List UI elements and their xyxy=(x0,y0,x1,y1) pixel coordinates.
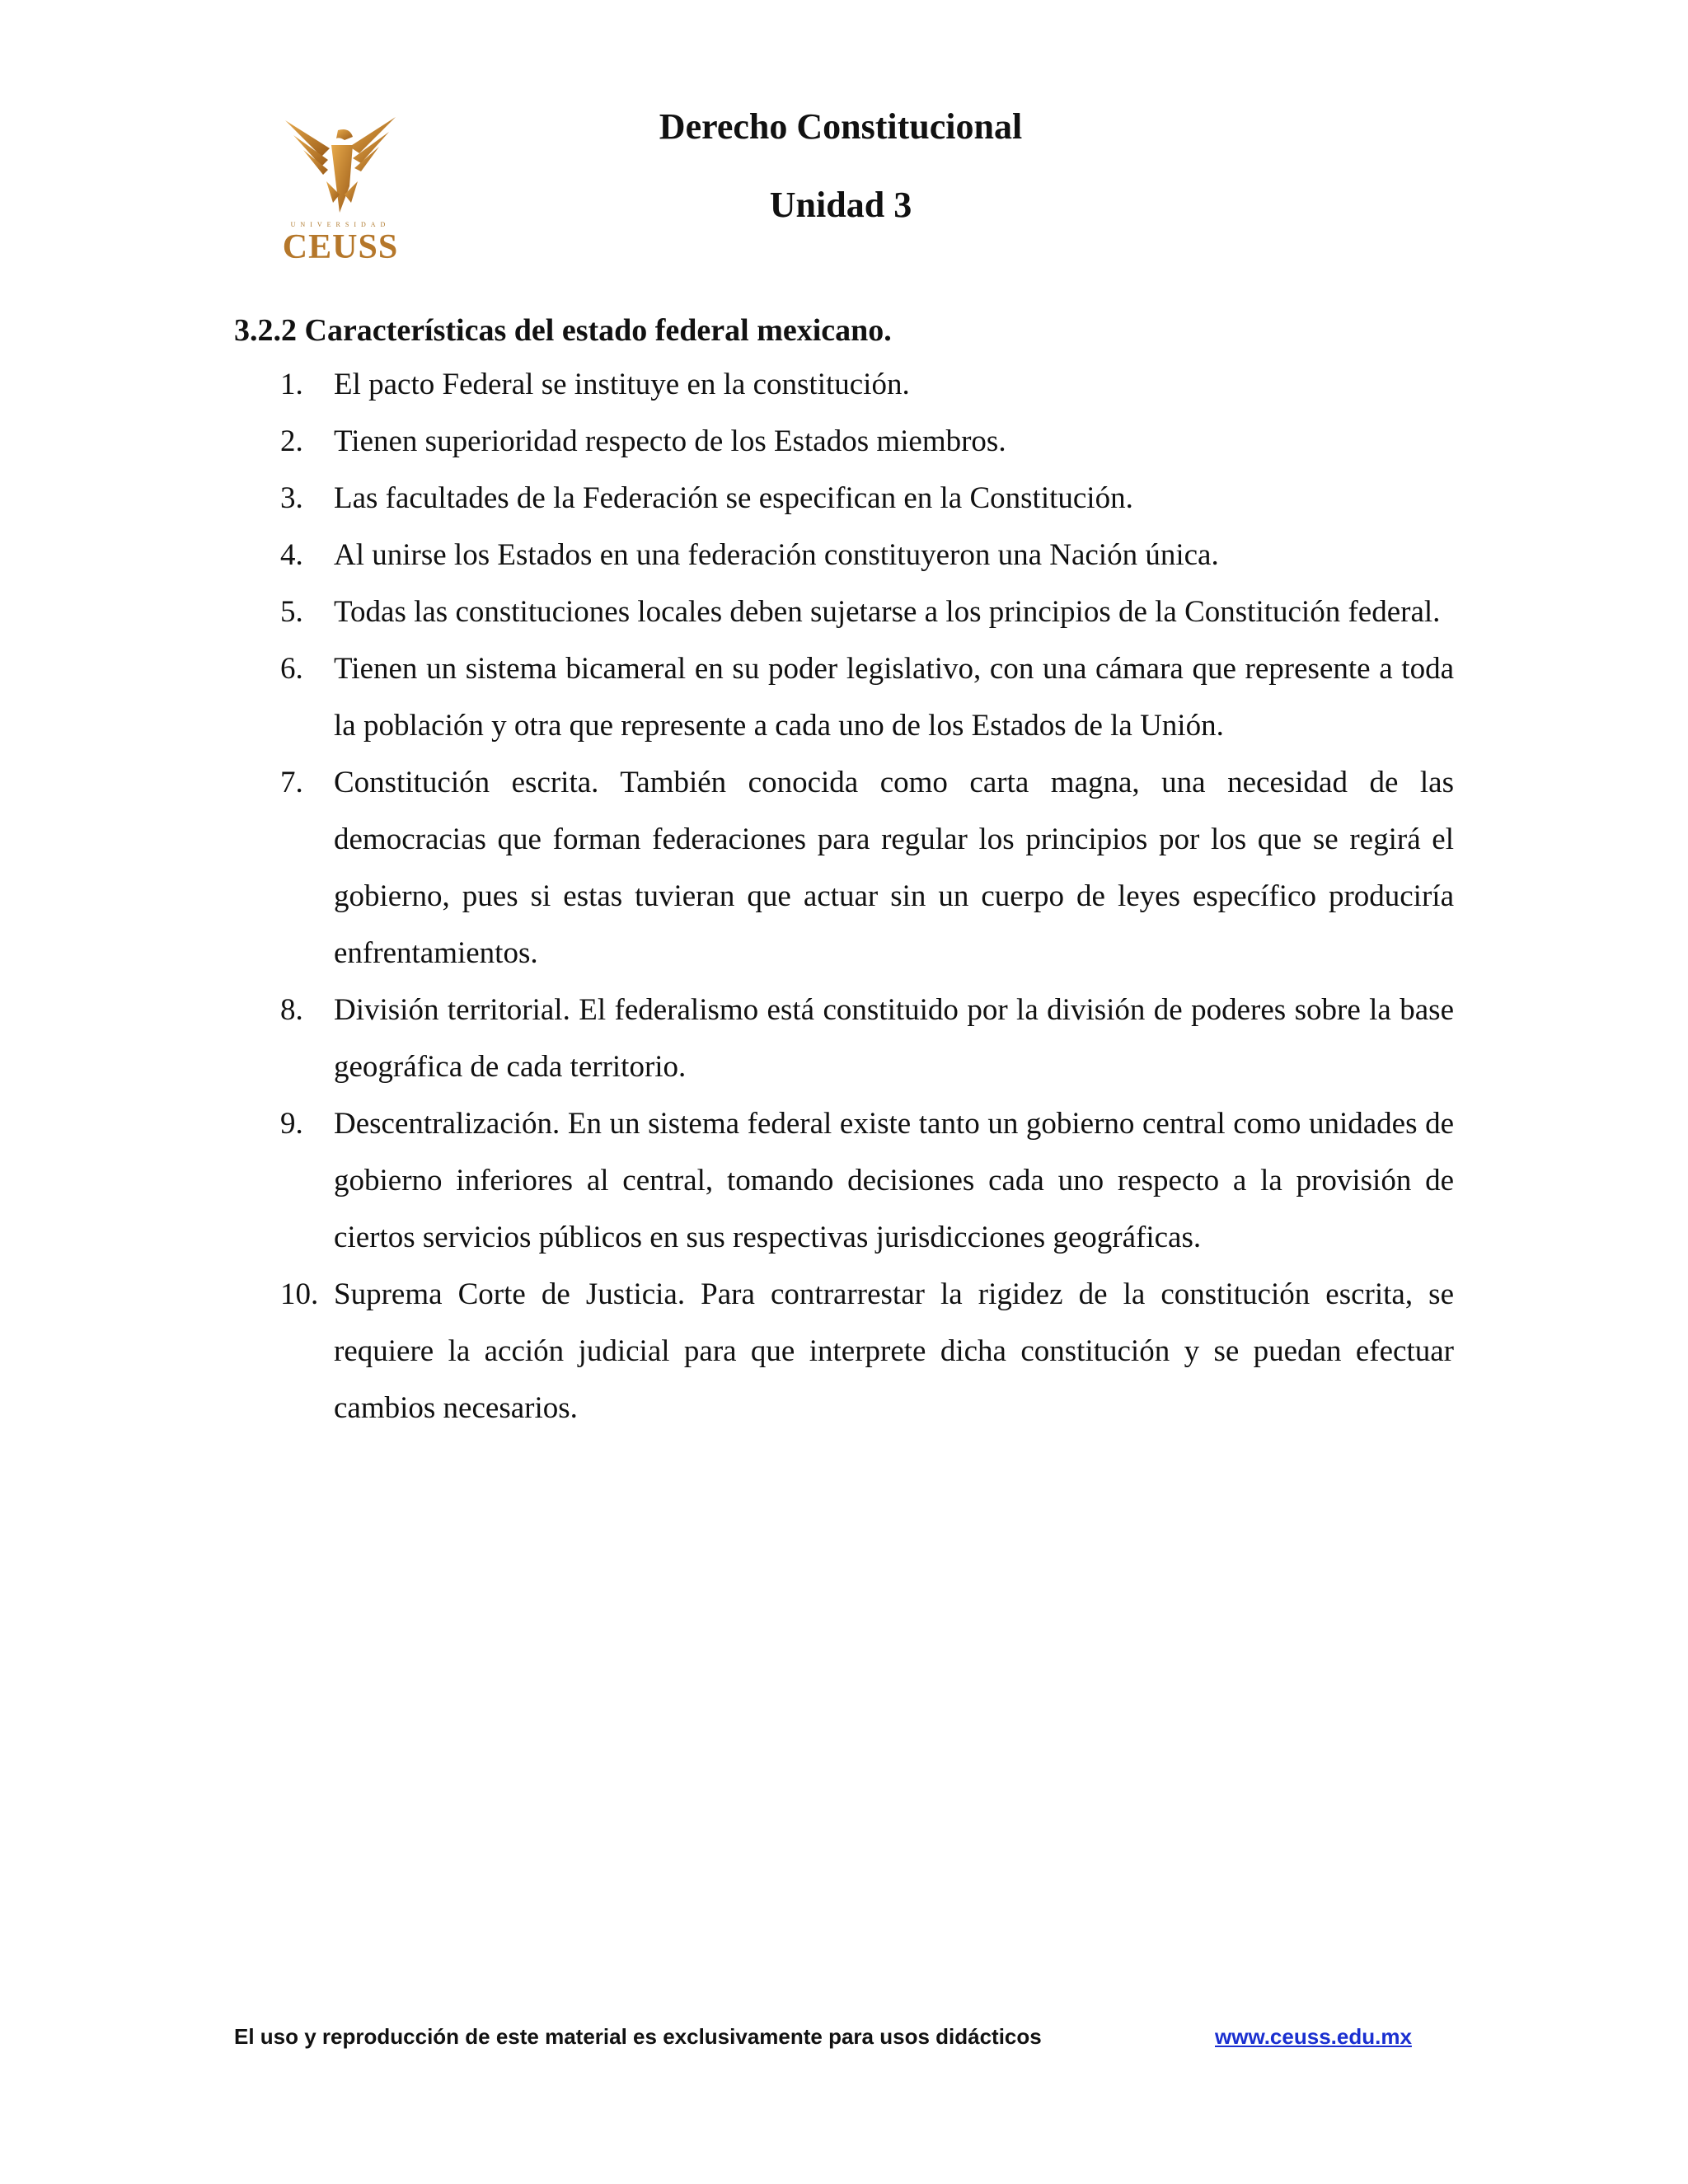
list-item xyxy=(280,470,1454,527)
list-item-number: 2. xyxy=(280,424,303,458)
list-item xyxy=(280,1095,1454,1266)
list-item xyxy=(280,1266,1454,1436)
list-item xyxy=(280,982,1454,1095)
list-item-number: 10. xyxy=(280,1277,319,1311)
list-item xyxy=(280,527,1454,583)
list-item-text: Descentralización. En un sistema federal existe tanto un gobierno central como unidades de gobierno inferiores al central, tomando decisiones cada uno respecto a la provisión de ciertos servicios públicos en sus respectivas jurisdicciones geográficas. xyxy=(334,1107,1454,1254)
ceuss-logo xyxy=(279,112,402,269)
list-item xyxy=(280,640,1454,754)
list-item-text: Al unirse los Estados en una federación constituyeron una Nación única. xyxy=(334,538,1219,572)
footer-website-link[interactable]: www.ceuss.edu.mx xyxy=(1215,2024,1412,2049)
eagle-icon xyxy=(279,112,402,221)
list-item-number: 5. xyxy=(280,595,303,629)
list-item-number: 8. xyxy=(280,993,303,1027)
list-item-number: 6. xyxy=(280,652,303,686)
logo-university-label: UNIVERSIDAD xyxy=(290,221,391,228)
characteristics-list xyxy=(280,356,1454,1436)
list-item-text: Tienen un sistema bicameral en su poder legislativo, con una cámara que represente a toda la población y otra que represente a cada uno de los Estados de la Unión. xyxy=(334,652,1454,743)
list-item-text: Suprema Corte de Justicia. Para contrarrestar la rigidez de la constitución escrita, se requiere la acción judicial para que interprete dicha constitución y se puedan efectuar cambios necesarios. xyxy=(334,1277,1454,1425)
page-subtitle: Unidad 3 xyxy=(769,185,912,225)
list-item-text: El pacto Federal se instituye en la constitución. xyxy=(334,368,910,401)
list-item-number: 7. xyxy=(280,766,303,799)
list-item-text: Las facultades de la Federación se especifican en la Constitución. xyxy=(334,481,1133,515)
list-item-text: Todas las constituciones locales deben sujetarse a los principios de la Constitución federal. xyxy=(334,595,1441,629)
list-item-number: 1. xyxy=(280,368,303,401)
section-heading: 3.2.2 Características del estado federal mexicano. xyxy=(234,313,892,348)
list-item-text: Tienen superioridad respecto de los Estados miembros. xyxy=(334,424,1006,458)
list-item-text: División territorial. El federalismo está constituido por la división de poderes sobre la base geográfica de cada territorio. xyxy=(334,993,1454,1084)
logo-name: CEUSS xyxy=(282,228,399,266)
list-item-number: 9. xyxy=(280,1107,303,1141)
page-title: Derecho Constitucional xyxy=(659,106,1023,147)
list-item xyxy=(280,356,1454,413)
list-item xyxy=(280,583,1454,640)
footer-notice: El uso y reproducción de este material es exclusivamente para usos didácticos xyxy=(234,2024,1042,2049)
list-item xyxy=(280,413,1454,470)
list-item-text: Constitución escrita. También conocida como carta magna, una necesidad de las democracias que forman federaciones para regular los principios por los que se regirá el gobierno, pues si estas tuvieran que actuar sin un cuerpo de leyes específico produciría enfrentamientos. xyxy=(334,766,1454,970)
list-item xyxy=(280,754,1454,982)
list-item-number: 4. xyxy=(280,538,303,572)
list-item-number: 3. xyxy=(280,481,303,515)
